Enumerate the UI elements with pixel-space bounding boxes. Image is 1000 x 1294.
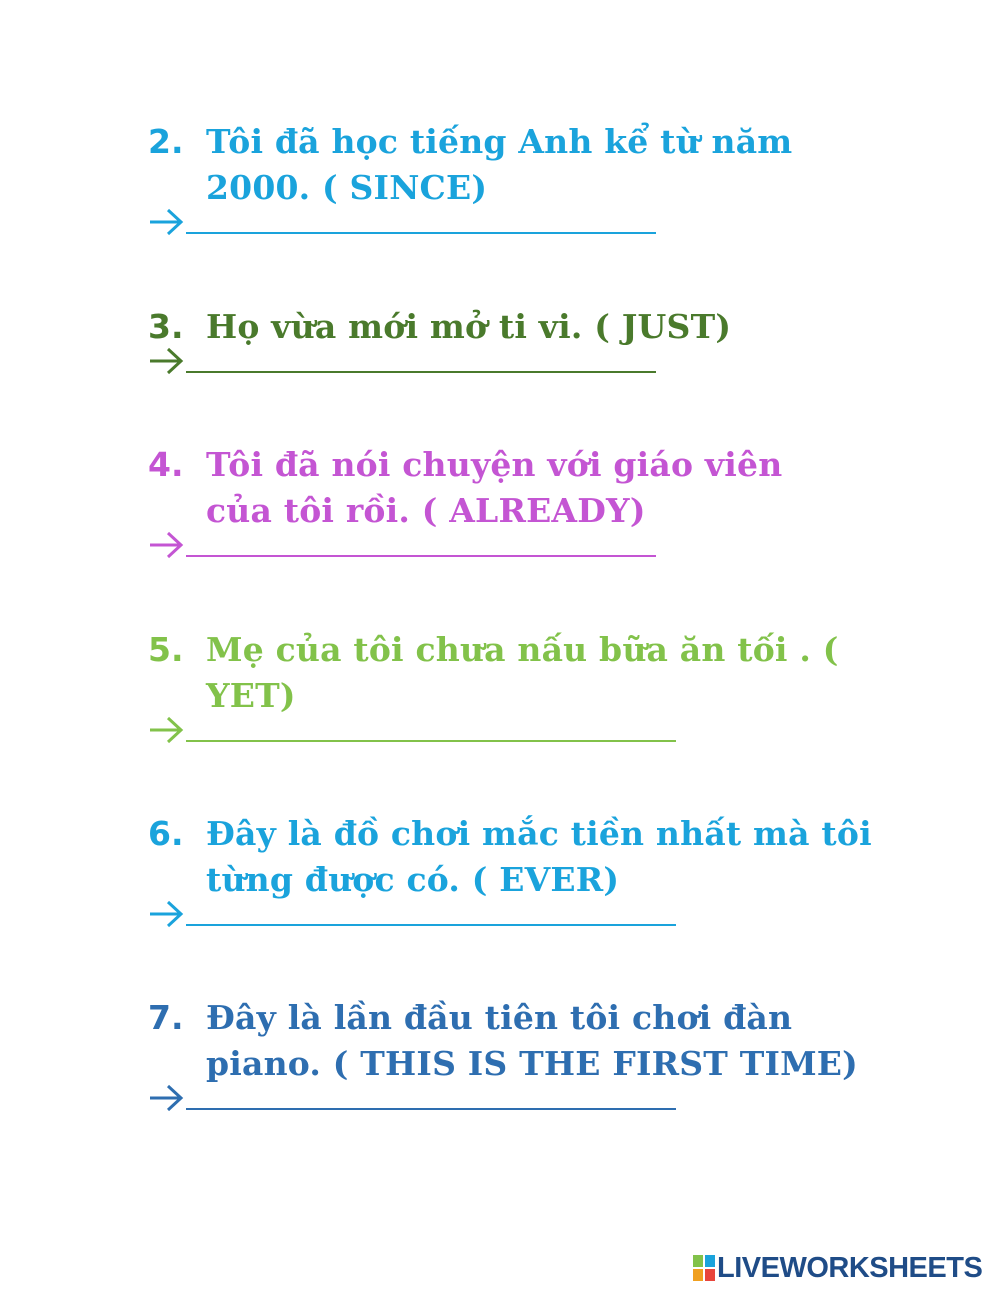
item-number: 3. (148, 307, 184, 346)
arrow-right-icon (148, 1083, 184, 1113)
answer-blank-line[interactable] (186, 740, 676, 742)
item-number: 6. (148, 814, 184, 853)
question-line-1: Đây là lần đầu tiên tôi chơi đàn (206, 998, 793, 1037)
question-text (206, 304, 731, 350)
question-line-1: Họ vừa mới mở ti vi. ( JUST) (206, 307, 732, 346)
question-row (148, 627, 839, 719)
question-text (206, 995, 858, 1087)
arrow-right-icon (148, 715, 184, 745)
question-line-1: Tôi đã học tiếng Anh kể từ năm (206, 122, 793, 161)
question-line-2: YET) (206, 676, 296, 715)
arrow-right-icon (148, 207, 184, 237)
question-line-1: Mẹ của tôi chưa nấu bữa ăn tối . ( (206, 630, 839, 669)
answer-blank-line[interactable] (186, 232, 656, 234)
question-row (148, 119, 792, 211)
question-row (148, 811, 872, 903)
question-line-2: 2000. ( SINCE) (206, 168, 488, 207)
exercise-item-5 (148, 627, 839, 755)
question-line-1: Đây là đồ chơi mắc tiền nhất mà tôi (206, 814, 872, 853)
question-line-2: của tôi rồi. ( ALREADY) (206, 491, 646, 530)
arrow-right-icon (148, 346, 184, 376)
question-row (148, 304, 731, 350)
liveworksheets-brand-text: LIVEWORKSHEETS (717, 1251, 983, 1284)
exercise-item-3 (148, 304, 731, 386)
answer-row (148, 715, 839, 755)
answer-blank-line[interactable] (186, 555, 656, 557)
liveworksheets-logo-icon (693, 1255, 715, 1281)
question-text (206, 627, 839, 719)
exercise-item-4 (148, 442, 782, 570)
answer-blank-line[interactable] (186, 1108, 676, 1110)
answer-row (148, 899, 872, 939)
exercise-item-7 (148, 995, 858, 1123)
item-number: 2. (148, 122, 184, 161)
exercise-item-6 (148, 811, 872, 939)
question-row (148, 442, 782, 534)
answer-row (148, 207, 792, 247)
item-number: 5. (148, 630, 184, 669)
answer-row (148, 346, 731, 386)
arrow-right-icon (148, 899, 184, 929)
arrow-right-icon (148, 530, 184, 560)
question-text (206, 442, 782, 534)
item-number: 4. (148, 445, 184, 484)
item-number: 7. (148, 998, 184, 1037)
question-text (206, 811, 872, 903)
answer-row (148, 1083, 858, 1123)
question-row (148, 995, 858, 1087)
answer-blank-line[interactable] (186, 371, 656, 373)
question-line-2: từng được có. ( EVER) (206, 860, 620, 899)
question-text (206, 119, 792, 211)
liveworksheets-logo (693, 1252, 982, 1284)
exercise-item-2 (148, 119, 792, 247)
answer-blank-line[interactable] (186, 924, 676, 926)
question-line-1: Tôi đã nói chuyện với giáo viên (206, 445, 783, 484)
answer-row (148, 530, 782, 570)
question-line-2: piano. ( THIS IS THE FIRST TIME) (206, 1044, 858, 1083)
